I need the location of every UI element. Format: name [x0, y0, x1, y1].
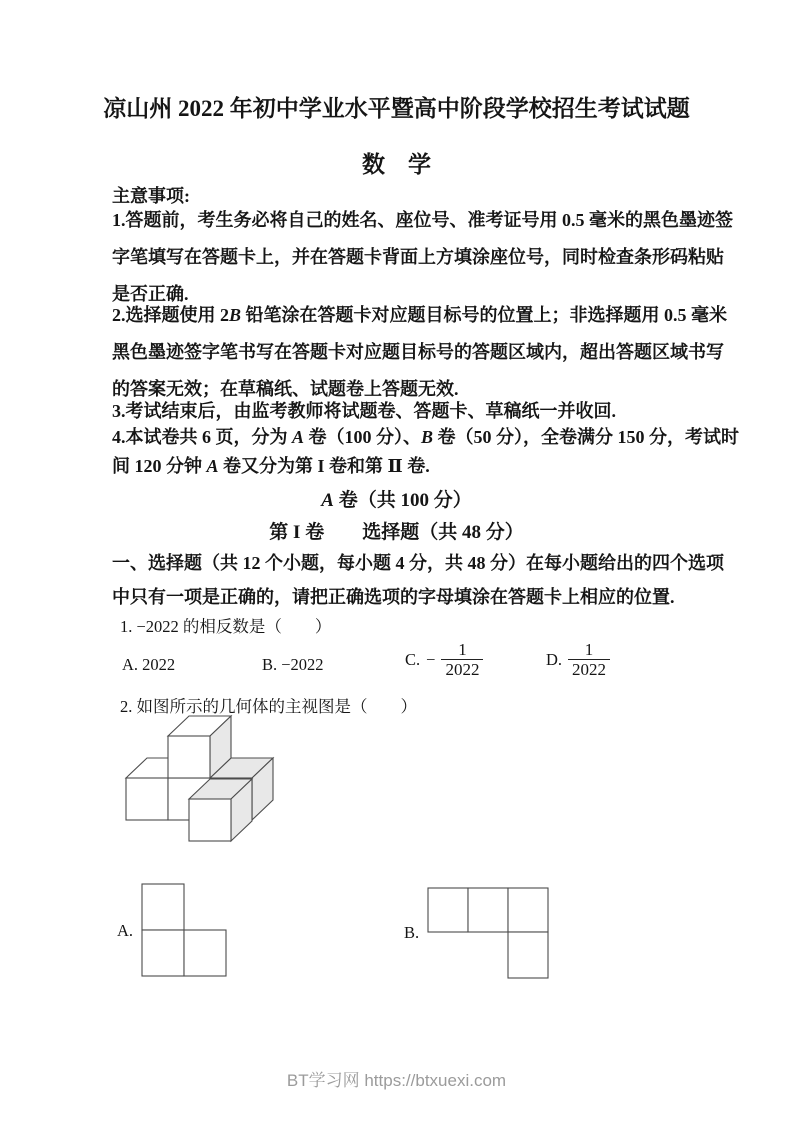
notice-3: 3.考试结束后，由监考教师将试题卷、答题卡、草稿纸一并收回.	[112, 401, 616, 421]
notice-4-line-1: 4.本试卷共 6 页，分为 A 卷（100 分）、B 卷（50 分），全卷满分 150 分，考试时	[112, 427, 740, 447]
cube-solid-figure	[110, 705, 290, 855]
notice-2	[112, 297, 728, 408]
q2-option-b-figure	[425, 880, 555, 983]
square-cell	[184, 930, 226, 976]
q2-option-b-label: B.	[404, 923, 420, 942]
notice-4-line-2: 间 120 分钟 A 卷又分为第 I 卷和第 Ⅱ 卷.	[112, 456, 430, 476]
section-a-heading: A 卷（共 100 分）	[321, 490, 472, 511]
square-cell	[428, 888, 468, 932]
q1-option-d-label: D.	[546, 649, 563, 669]
exam-title: 凉山州 2022 年初中学业水平暨高中阶段学校招生考试试题	[103, 96, 690, 121]
square-cell	[468, 888, 508, 932]
q1-option-d	[546, 641, 610, 679]
notice-2-line-2: 黑色墨迹签字笔书写在答题卡对应题目标号的答题区域内，超出答题区域书写	[112, 342, 724, 362]
q1-stem: 1. −2022 的相反数是（ ）	[120, 617, 332, 636]
q2-option-a-figure	[110, 875, 240, 985]
choice-instruction-line-2: 中只有一项是正确的，请把正确选项的字母填涂在答题卡上相应的位置.	[112, 587, 675, 607]
notice-1-line-2: 字笔填写在答题卡上，并在答题卡背面上方填涂座位号，同时检查条形码粘贴	[112, 247, 724, 267]
cube-face	[126, 778, 168, 820]
q1-option-c-minus: −	[426, 649, 436, 669]
q1-option-d-fraction: $\frac{1}{2022}$	[568, 641, 610, 679]
site-footer: BT学习网 https://btxuexi.com	[286, 1071, 507, 1090]
notice-1-line-3: 是否正确.	[112, 284, 189, 304]
cube-face	[168, 736, 210, 778]
notice-2-line-3: 的答案无效；在草稿纸、试题卷上答题无效.	[112, 379, 459, 399]
q1-option-a: A. 2022	[122, 655, 176, 674]
subject-title: 数 学	[362, 152, 431, 177]
q2-stem: 2. 如图所示的几何体的主视图是（ ）	[120, 697, 417, 716]
notice-2-line-1: 2.选择题使用 2B 铅笔涂在答题卡对应题目标号的位置上；非选择题用 0.5 毫米	[112, 305, 728, 325]
q1-option-c-fraction: $\frac{1}{2022}$	[441, 641, 483, 679]
choice-instruction-line-1: 一、选择题（共 12 个小题，每小题 4 分，共 48 分）在每小题给出的四个选项	[112, 553, 724, 573]
square-cell	[508, 888, 548, 932]
q1-option-b: B. −2022	[262, 655, 324, 674]
part1-heading: 第 I 卷 选择题（共 48 分）	[269, 522, 524, 543]
q2-option-a-label: A.	[117, 921, 134, 940]
square-cell	[508, 932, 548, 978]
cube-face	[189, 799, 231, 841]
square-cell	[142, 930, 184, 976]
notice-1-line-1: 1.答题前，考生务必将自己的姓名、座位号、准考证号用 0.5 毫米的黑色墨迹签	[112, 210, 733, 230]
square-cell	[142, 884, 184, 930]
q1-option-c-label: C.	[405, 649, 421, 669]
notice-heading: 主意事项:	[112, 186, 190, 206]
notice-4	[112, 423, 740, 481]
q1-option-c	[405, 641, 483, 679]
choice-instruction	[112, 546, 724, 614]
